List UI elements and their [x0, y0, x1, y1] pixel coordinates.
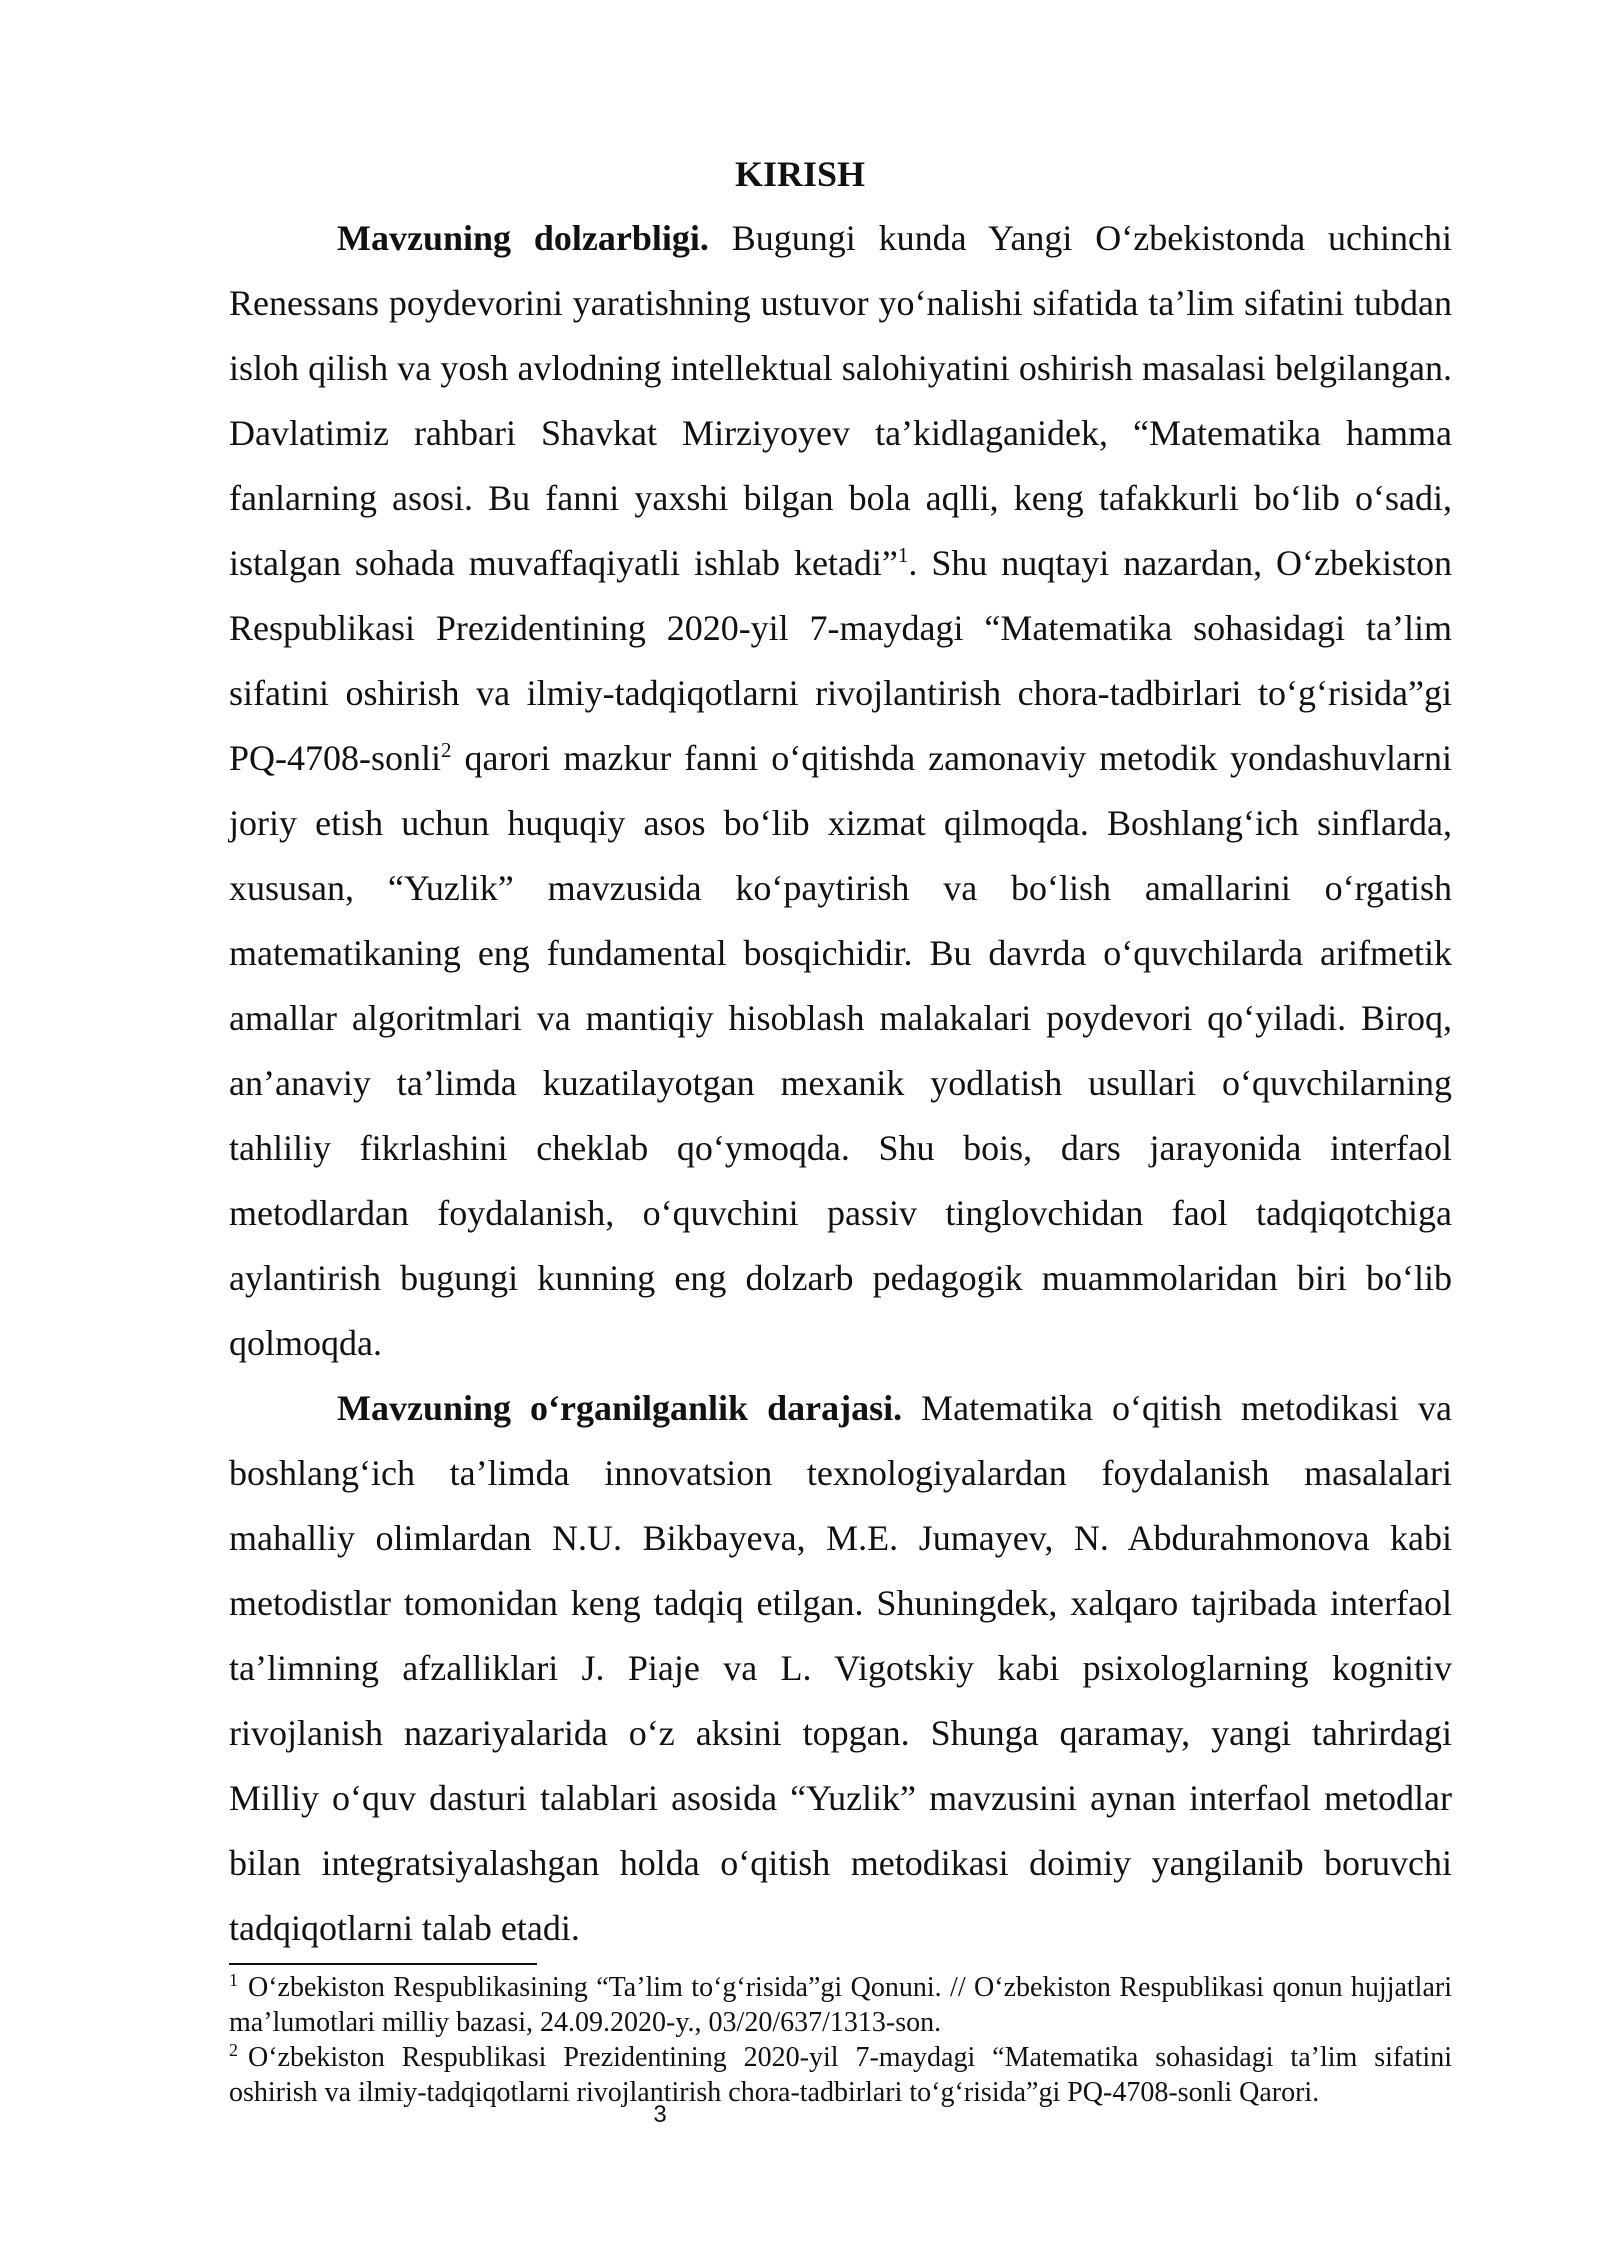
paragraph-text: qarori mazkur fanni o‘qitishda zamonaviy metodik yondashuvlarni joriy etish uchun huquqiy asos bo‘lib xizmat qilmoqda. Boshlang‘ich sinflarda, xususan, “Yuzlik” mavzusida ko‘paytirish va bo‘lish amallarini o‘rgatish matematikaning eng fundamental bosqichidir. Bu davrda o‘quvchilarda arifmetik amallar algoritmlari va mantiqiy hisoblash malakalari poydevori qo‘yiladi. Biroq, an’anaviy ta’limda kuzatilayotgan mexanik yodlatish usullari o‘quvchilarning tahliliy fikrlashini cheklab qo‘ymoqda. Shu bois, dars jarayonida interfaol metodlardan foydalanish, o‘quvchini passiv tinglovchidan faol tadqiqotchiga aylantirish bugungi kunning eng dolzarb pedagogik muammolaridan biri bo‘lib qolmoqda. — [229, 738, 1452, 1363]
paragraph-text: Matematika o‘qitish metodikasi va boshlang‘ich ta’limda innovatsion texnologiyalardan foydalanish masalalari mahalliy olimlardan N.U. Bikbayeva, M.E. Jumayev, N. Abdurahmonova kabi metodistlar tomonidan keng tadqiq etilgan. Shuningdek, xalqaro tajribada interfaol ta’limning afzalliklari J. Piaje va L. Vigotskiy kabi psixologlarning kognitiv rivojlanish nazariyalarida o‘z aksini topgan. Shunga qaramay, yangi tahrirdagi Milliy o‘quv dasturi talablari asosida “Yuzlik” mavzusini aynan interfaol metodlar bilan integratsiyalashgan holda o‘qitish metodikasi doimiy yangilanib boruvchi tadqiqotlarni talab etadi. — [229, 1388, 1452, 1948]
footnote-mark: 2 — [229, 2039, 238, 2060]
footnotes — [229, 1970, 1452, 2110]
footnote-reference[interactable]: 2 — [441, 738, 452, 762]
paragraph-text: . Shu nuqtayi nazardan, O‘zbekiston Respublikasi Prezidentining 2020-yil 7-maydagi “Matematika sohasidagi ta’lim sifatini oshirish va ilmiy-tadqiqotlarni rivojlantirish chora-tadbirlari to‘g‘risida”gi PQ-4708-sonli — [229, 543, 1452, 778]
footnote-item — [229, 2040, 1452, 2110]
footnote-item — [229, 1970, 1452, 2040]
footnote-reference[interactable]: 1 — [897, 543, 909, 567]
page-number: 3 — [653, 2101, 667, 2128]
body-text — [229, 206, 1452, 1961]
paragraph-research-level — [229, 1376, 1452, 1961]
footnote-text: O‘zbekiston Respublikasi Prezidentining 2020-yil 7-maydagi “Matematika sohasidagi ta’lim sifatini oshirish va ilmiy-tadqiqotlarni rivojlantirish chora-tadbirlari to‘g‘risida”gi PQ-4708-sonli Qarori. — [229, 2042, 1452, 2108]
footnote-separator — [229, 1963, 537, 1965]
footnote-text: O‘zbekiston Respublikasining “Ta’lim to‘g‘risida”gi Qonuni. // O‘zbekiston Respublikasi qonun hujjatlari ma’lumotlari milliy bazasi, 24.09.2020-y., 03/20/637/1313-son. — [229, 1972, 1452, 2038]
paragraph-text: Bugungi kunda Yangi O‘zbekistonda uchinchi Renessans poydevorini yaratishning ustuvor yo‘nalishi sifatida ta’lim sifatini tubdan isloh qilish va yosh avlodning intellektual salohiyatini oshirish masalasi belgilangan. Davlatimiz rahbari Shavkat Mirziyoyev ta’kidlaganidek, “Matematika hamma fanlarning asosi. Bu fanni yaxshi bilgan bola aqlli, keng tafakkurli bo‘lib o‘sadi, istalgan sohada muvaffaqiyatli ishlab ketadi” — [229, 218, 1452, 583]
paragraph-relevance — [229, 206, 1452, 1376]
footnote-mark: 1 — [229, 1969, 238, 1990]
section-heading: KIRISH — [734, 154, 866, 194]
paragraph-lead: Mavzuning o‘rganilganlik darajasi. — [337, 1388, 903, 1428]
paragraph-lead: Mavzuning dolzarbligi. — [337, 218, 709, 258]
